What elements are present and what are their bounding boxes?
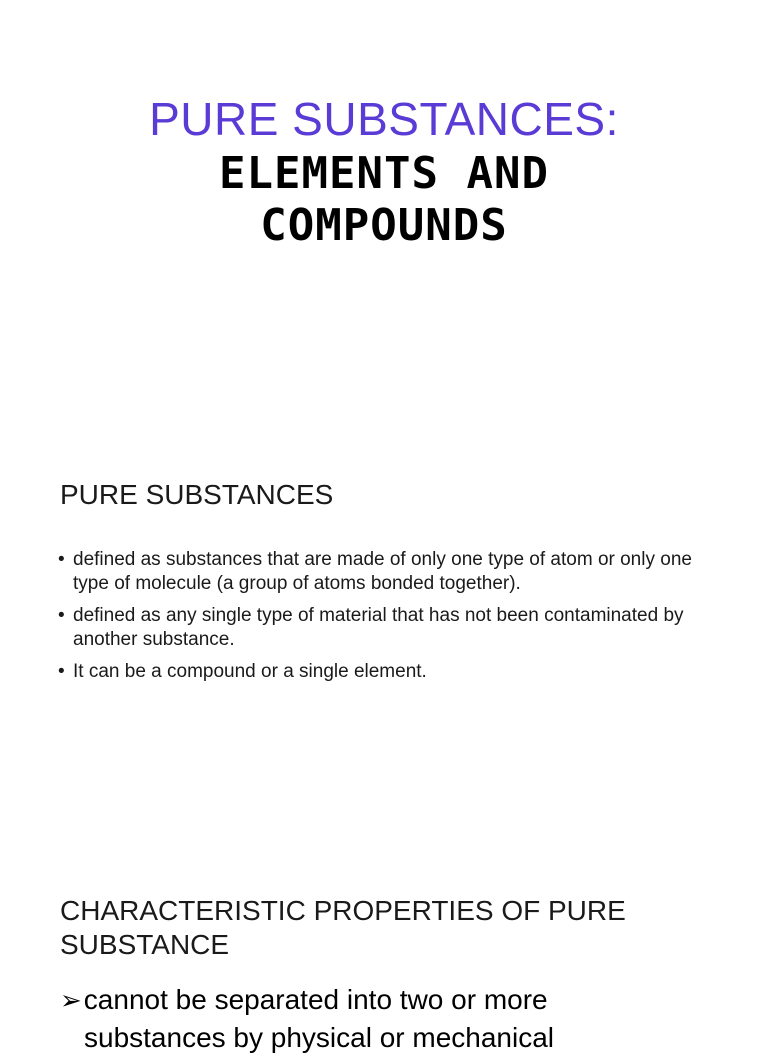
arrow-bullet-text-continued: substances by physical or mechanical — [84, 1022, 555, 1053]
title-slide — [0, 0, 768, 432]
slide-title: PURE SUBSTANCES: — [149, 93, 619, 145]
pure-substances-slide — [0, 432, 768, 864]
arrow-bullet-text: cannot be separated into two or more — [83, 984, 548, 1015]
characteristic-properties-slide — [0, 864, 768, 1053]
section-heading: PURE SUBSTANCES — [60, 479, 334, 510]
arrow-bullet-icon: ➢ — [60, 985, 82, 1015]
bullet-text: defined as substances that are made of only one type of atom or only one type of molecule (a group of atoms bonded together). — [73, 549, 692, 594]
bullet-dot-icon: • — [58, 549, 65, 570]
section-heading: CHARACTERISTIC PROPERTIES OF PURE SUBSTANCE — [60, 895, 626, 960]
bullet-item — [58, 660, 718, 684]
subtitle-line-1: ELEMENTS AND — [219, 148, 549, 199]
bullet-item — [58, 548, 718, 596]
subtitle-line-2: COMPOUNDS — [260, 200, 508, 251]
bullet-dot-icon: • — [58, 661, 65, 682]
slide-subtitle — [0, 148, 768, 252]
bullet-text: defined as any single type of material that has not been contaminated by another substance. — [73, 605, 684, 650]
bullet-item — [58, 604, 718, 652]
arrow-bullet-item — [60, 982, 548, 1018]
bullet-list — [58, 548, 718, 692]
bullet-dot-icon: • — [58, 605, 65, 626]
bullet-text: It can be a compound or a single element. — [73, 661, 427, 682]
